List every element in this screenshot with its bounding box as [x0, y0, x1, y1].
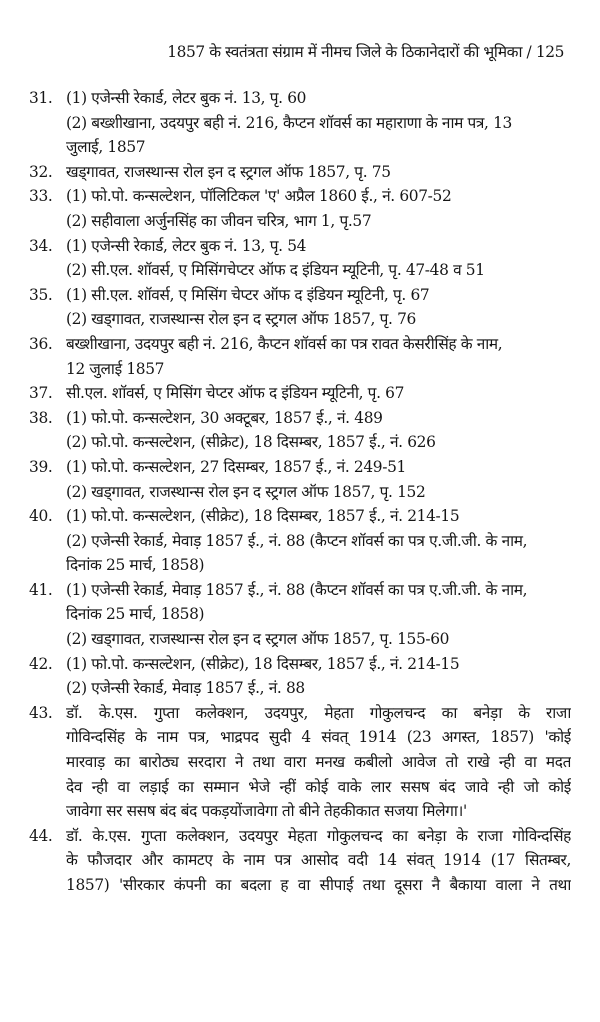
- endnote-line: (2) सी.एल. शॉवर्स, ए मिसिंगचेप्टर ऑफ द इंडियन म्यूटिनी, पृ. 47-48 व 51: [66, 261, 485, 280]
- endnote-item: [0, 455, 600, 504]
- endnote-line: खड्गावत, राजस्थान्स रोल इन द स्ट्रगल ऑफ 1857, पृ. 75: [66, 162, 391, 181]
- endnote-item: [0, 504, 600, 578]
- endnote-line: (1) सी.एल. शॉवर्स, ए मिसिंग चेप्टर ऑफ द इंडियन म्यूटिनी, पृ. 67: [66, 285, 430, 304]
- endnote-line: (1) फो.पो. कन्सल्टेशन, पॉलिटिकल 'ए' अप्रैल 1860 ई., नं. 607-52: [66, 187, 452, 206]
- endnote-line: जुलाई, 1857: [66, 138, 146, 157]
- endnote-number: 38.: [29, 408, 53, 427]
- endnote-line: 12 जुलाई 1857: [66, 359, 165, 378]
- endnote-line: (2) खड्गावत, राजस्थान्स रोल इन द स्ट्रगल ऑफ 1857, पृ. 155-60: [66, 630, 450, 649]
- endnote-item: [0, 86, 600, 160]
- endnote-line: जावेगा सर ससष बंद बंद पकड़योंजावेगा तो बीने तेहकीकात सजया मिलेगा।': [66, 802, 467, 821]
- endnote-line: (2) बख्शीखाना, उदयपुर बही नं. 216, कैप्टन शॉवर्स का महाराणा के नाम पत्र, 13: [66, 113, 512, 132]
- endnote-line: (1) एजेन्सी रेकार्ड, मेवाड़ 1857 ई., नं. 88 (कैप्टन शॉवर्स का पत्र ए.जी.जी. के नाम,: [66, 580, 528, 599]
- endnote-number: 37.: [29, 384, 53, 403]
- endnote-number: 33.: [29, 187, 53, 206]
- endnote-number: 44.: [29, 826, 53, 845]
- endnote-line: 1857) 'सीरकार कंपनी का बदला ह वा सीपाई तथा दूसरा नै बैकाया वाला ने तथा: [66, 876, 571, 894]
- endnote-item: [0, 283, 600, 332]
- endnote-number: 40.: [29, 507, 53, 526]
- endnote-line: सी.एल. शॉवर्स, ए मिसिंग चेप्टर ऑफ द इंडियन म्यूटिनी, पृ. 67: [66, 384, 405, 403]
- endnote-number: 32.: [29, 162, 53, 181]
- endnote-item: [0, 824, 600, 898]
- endnote-line: डॉ. के.एस. गुप्ता कलेक्शन, उदयपुर मेहता गोकुलचन्द का बनेड़ा के राजा गोविन्दसिंह: [66, 826, 571, 845]
- endnote-item: [0, 184, 600, 233]
- endnote-line: (1) एजेन्सी रेकार्ड, लेटर बुक नं. 13, पृ. 60: [66, 89, 307, 107]
- endnote-line: (1) फो.पो. कन्सल्टेशन, 30 अक्टूबर, 1857 ई., नं. 489: [66, 408, 383, 427]
- endnote-item: [0, 652, 600, 701]
- endnote-item: [0, 381, 600, 406]
- endnote-item: [0, 160, 600, 185]
- endnote-number: 31.: [29, 89, 53, 107]
- endnote-number: 41.: [29, 580, 53, 599]
- endnote-line: दिनांक 25 मार्च, 1858): [66, 605, 205, 624]
- endnote-number: 39.: [29, 457, 53, 476]
- endnote-line: डॉ. के.एस. गुप्ता कलेक्शन, उदयपुर, मेहता गोकुलचन्द का बनेड़ा के राजा: [66, 703, 571, 722]
- endnote-number: 35.: [29, 285, 53, 304]
- endnotes-list: [0, 86, 600, 898]
- endnote-number: 34.: [29, 236, 53, 255]
- endnote-line: (1) फो.पो. कन्सल्टेशन, (सीक्रेट), 18 दिसम्बर, 1857 ई., नं. 214-15: [66, 507, 460, 526]
- endnote-line: (2) एजेन्सी रेकार्ड, मेवाड़ 1857 ई., नं. 88 (कैप्टन शॉवर्स का पत्र ए.जी.जी. के नाम,: [66, 531, 528, 550]
- endnote-line: (1) फो.पो. कन्सल्टेशन, 27 दिसम्बर, 1857 ई., नं. 249-51: [66, 457, 406, 476]
- endnote-line: (2) सहीवाला अर्जुनसिंह का जीवन चरित्र, भाग 1, पृ.57: [66, 211, 372, 230]
- endnote-line: मारवाड़ का बारोठ्य सरदारा ने तथा वारा मनख कबीलो आवेज तो राखे न्ही वा मदत: [66, 753, 571, 772]
- endnote-line: के फौजदार और कामटए के नाम पत्र आसोद वदी 14 संवत् 1914 (17 सितम्बर,: [66, 851, 571, 870]
- endnote-line: दिनांक 25 मार्च, 1858): [66, 556, 205, 575]
- endnote-item: [0, 406, 600, 455]
- endnote-line: बख्शीखाना, उदयपुर बही नं. 216, कैप्टन शॉवर्स का पत्र रावत केसरीसिंह के नाम,: [66, 334, 503, 353]
- endnote-line: (1) एजेन्सी रेकार्ड, लेटर बुक नं. 13, पृ. 54: [66, 236, 307, 255]
- endnote-line: देव न्ही वा लड़ाई का सम्मान भेजे न्हीं कोई वाके लार ससष बंद जावे न्ही जो कोई: [66, 777, 571, 796]
- endnote-line: (2) एजेन्सी रेकार्ड, मेवाड़ 1857 ई., नं. 88: [66, 679, 305, 698]
- endnote-line: (1) फो.पो. कन्सल्टेशन, (सीक्रेट), 18 दिसम्बर, 1857 ई., नं. 214-15: [66, 654, 460, 673]
- endnote-line: (2) खड्गावत, राजस्थान्स रोल इन द स्ट्रगल ऑफ 1857, पृ. 76: [66, 310, 416, 329]
- endnote-number: 42.: [29, 654, 53, 673]
- endnote-number: 43.: [29, 703, 53, 722]
- endnote-line: (2) फो.पो. कन्सल्टेशन, (सीक्रेट), 18 दिसम्बर, 1857 ई., नं. 626: [66, 433, 436, 452]
- endnote-number: 36.: [29, 334, 53, 353]
- endnote-line: गोविन्दसिंह के नाम पत्र, भाद्रपद सुदी 4 संवत् 1914 (23 अगस्त, 1857) 'कोई: [66, 728, 571, 747]
- endnote-item: [0, 701, 600, 824]
- endnote-line: (2) खड्गावत, राजस्थान्स रोल इन द स्ट्रगल ऑफ 1857, पृ. 152: [66, 482, 426, 501]
- running-header: 1857 के स्वतंत्रता संग्राम में नीमच जिले के ठिकानेदारों की भूमिका / 125: [167, 43, 564, 61]
- endnote-item: [0, 332, 600, 381]
- endnote-item: [0, 234, 600, 283]
- endnote-item: [0, 578, 600, 652]
